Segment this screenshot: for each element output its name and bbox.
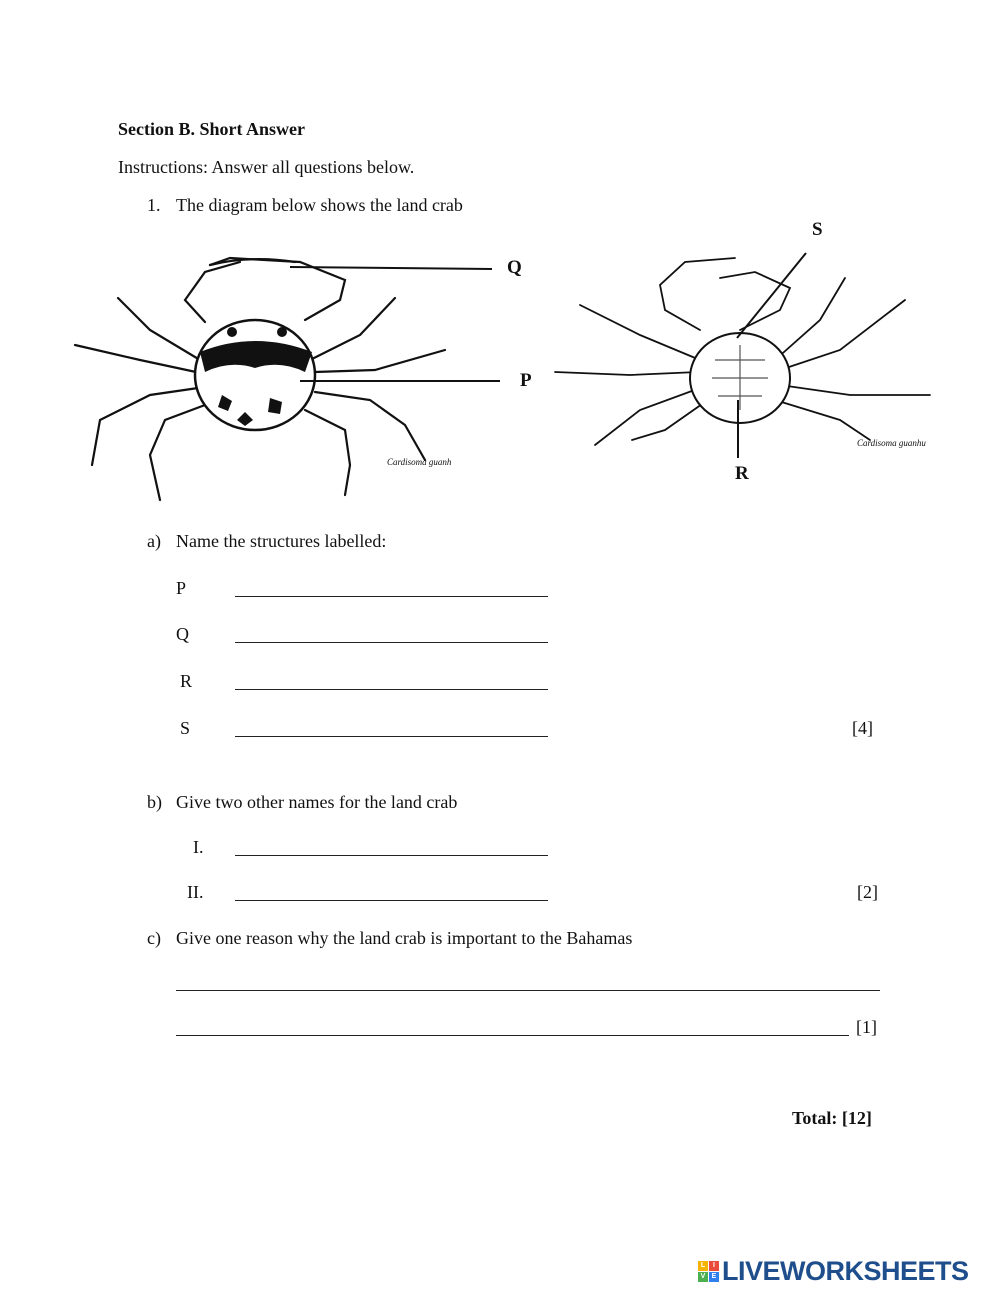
logo-tile-v: V — [698, 1272, 708, 1282]
part-a-marker: a) — [147, 531, 161, 551]
label-r: R — [735, 463, 749, 484]
answer-line-p[interactable] — [235, 596, 548, 597]
answer-line-s[interactable] — [235, 736, 548, 737]
liveworksheets-logo[interactable] — [698, 1256, 969, 1286]
answer-line-b1[interactable] — [235, 855, 548, 856]
label-s: S — [812, 219, 823, 240]
part-c-marks: [1] — [856, 1017, 877, 1037]
question-1-prompt: The diagram below shows the land crab — [176, 195, 463, 215]
part-b-item-2: II. — [187, 882, 204, 902]
answer-line-q[interactable] — [235, 642, 548, 643]
right-figure-caption: Cardisoma guanhu — [857, 438, 926, 448]
label-q: Q — [507, 257, 522, 278]
question-1-number: 1. — [147, 195, 161, 215]
instructions: Instructions: Answer all questions below. — [118, 157, 415, 177]
logo-tile-e: E — [709, 1272, 719, 1282]
part-a-prompt: Name the structures labelled: — [176, 531, 387, 551]
answer-line-c2[interactable] — [176, 1035, 849, 1036]
part-a-marks: [4] — [852, 718, 873, 738]
part-a-item-r: R — [180, 671, 193, 691]
answer-line-c1[interactable] — [176, 990, 880, 991]
left-figure-caption: Cardisoma guanh — [387, 457, 452, 467]
logo-text: LIVEWORKSHEETS — [722, 1255, 969, 1286]
section-title: Section B. Short Answer — [118, 119, 306, 139]
part-c-prompt: Give one reason why the land crab is important to the Bahamas — [176, 928, 633, 948]
part-c-marker: c) — [147, 928, 161, 948]
total-marks: Total: [12] — [792, 1108, 872, 1128]
part-b-marker: b) — [147, 792, 162, 812]
logo-tile-l: L — [698, 1261, 708, 1271]
logo-tile-i: I — [709, 1261, 719, 1271]
part-b-prompt: Give two other names for the land crab — [176, 792, 458, 812]
answer-line-b2[interactable] — [235, 900, 548, 901]
part-a-item-p: P — [176, 578, 187, 598]
label-p: P — [520, 370, 532, 391]
part-b-item-1: I. — [193, 837, 204, 857]
part-b-marks: [2] — [857, 882, 878, 902]
answer-line-r[interactable] — [235, 689, 548, 690]
part-a-item-s: S — [180, 718, 191, 738]
logo-mark-icon — [698, 1261, 719, 1282]
part-a-item-q: Q — [176, 624, 189, 644]
